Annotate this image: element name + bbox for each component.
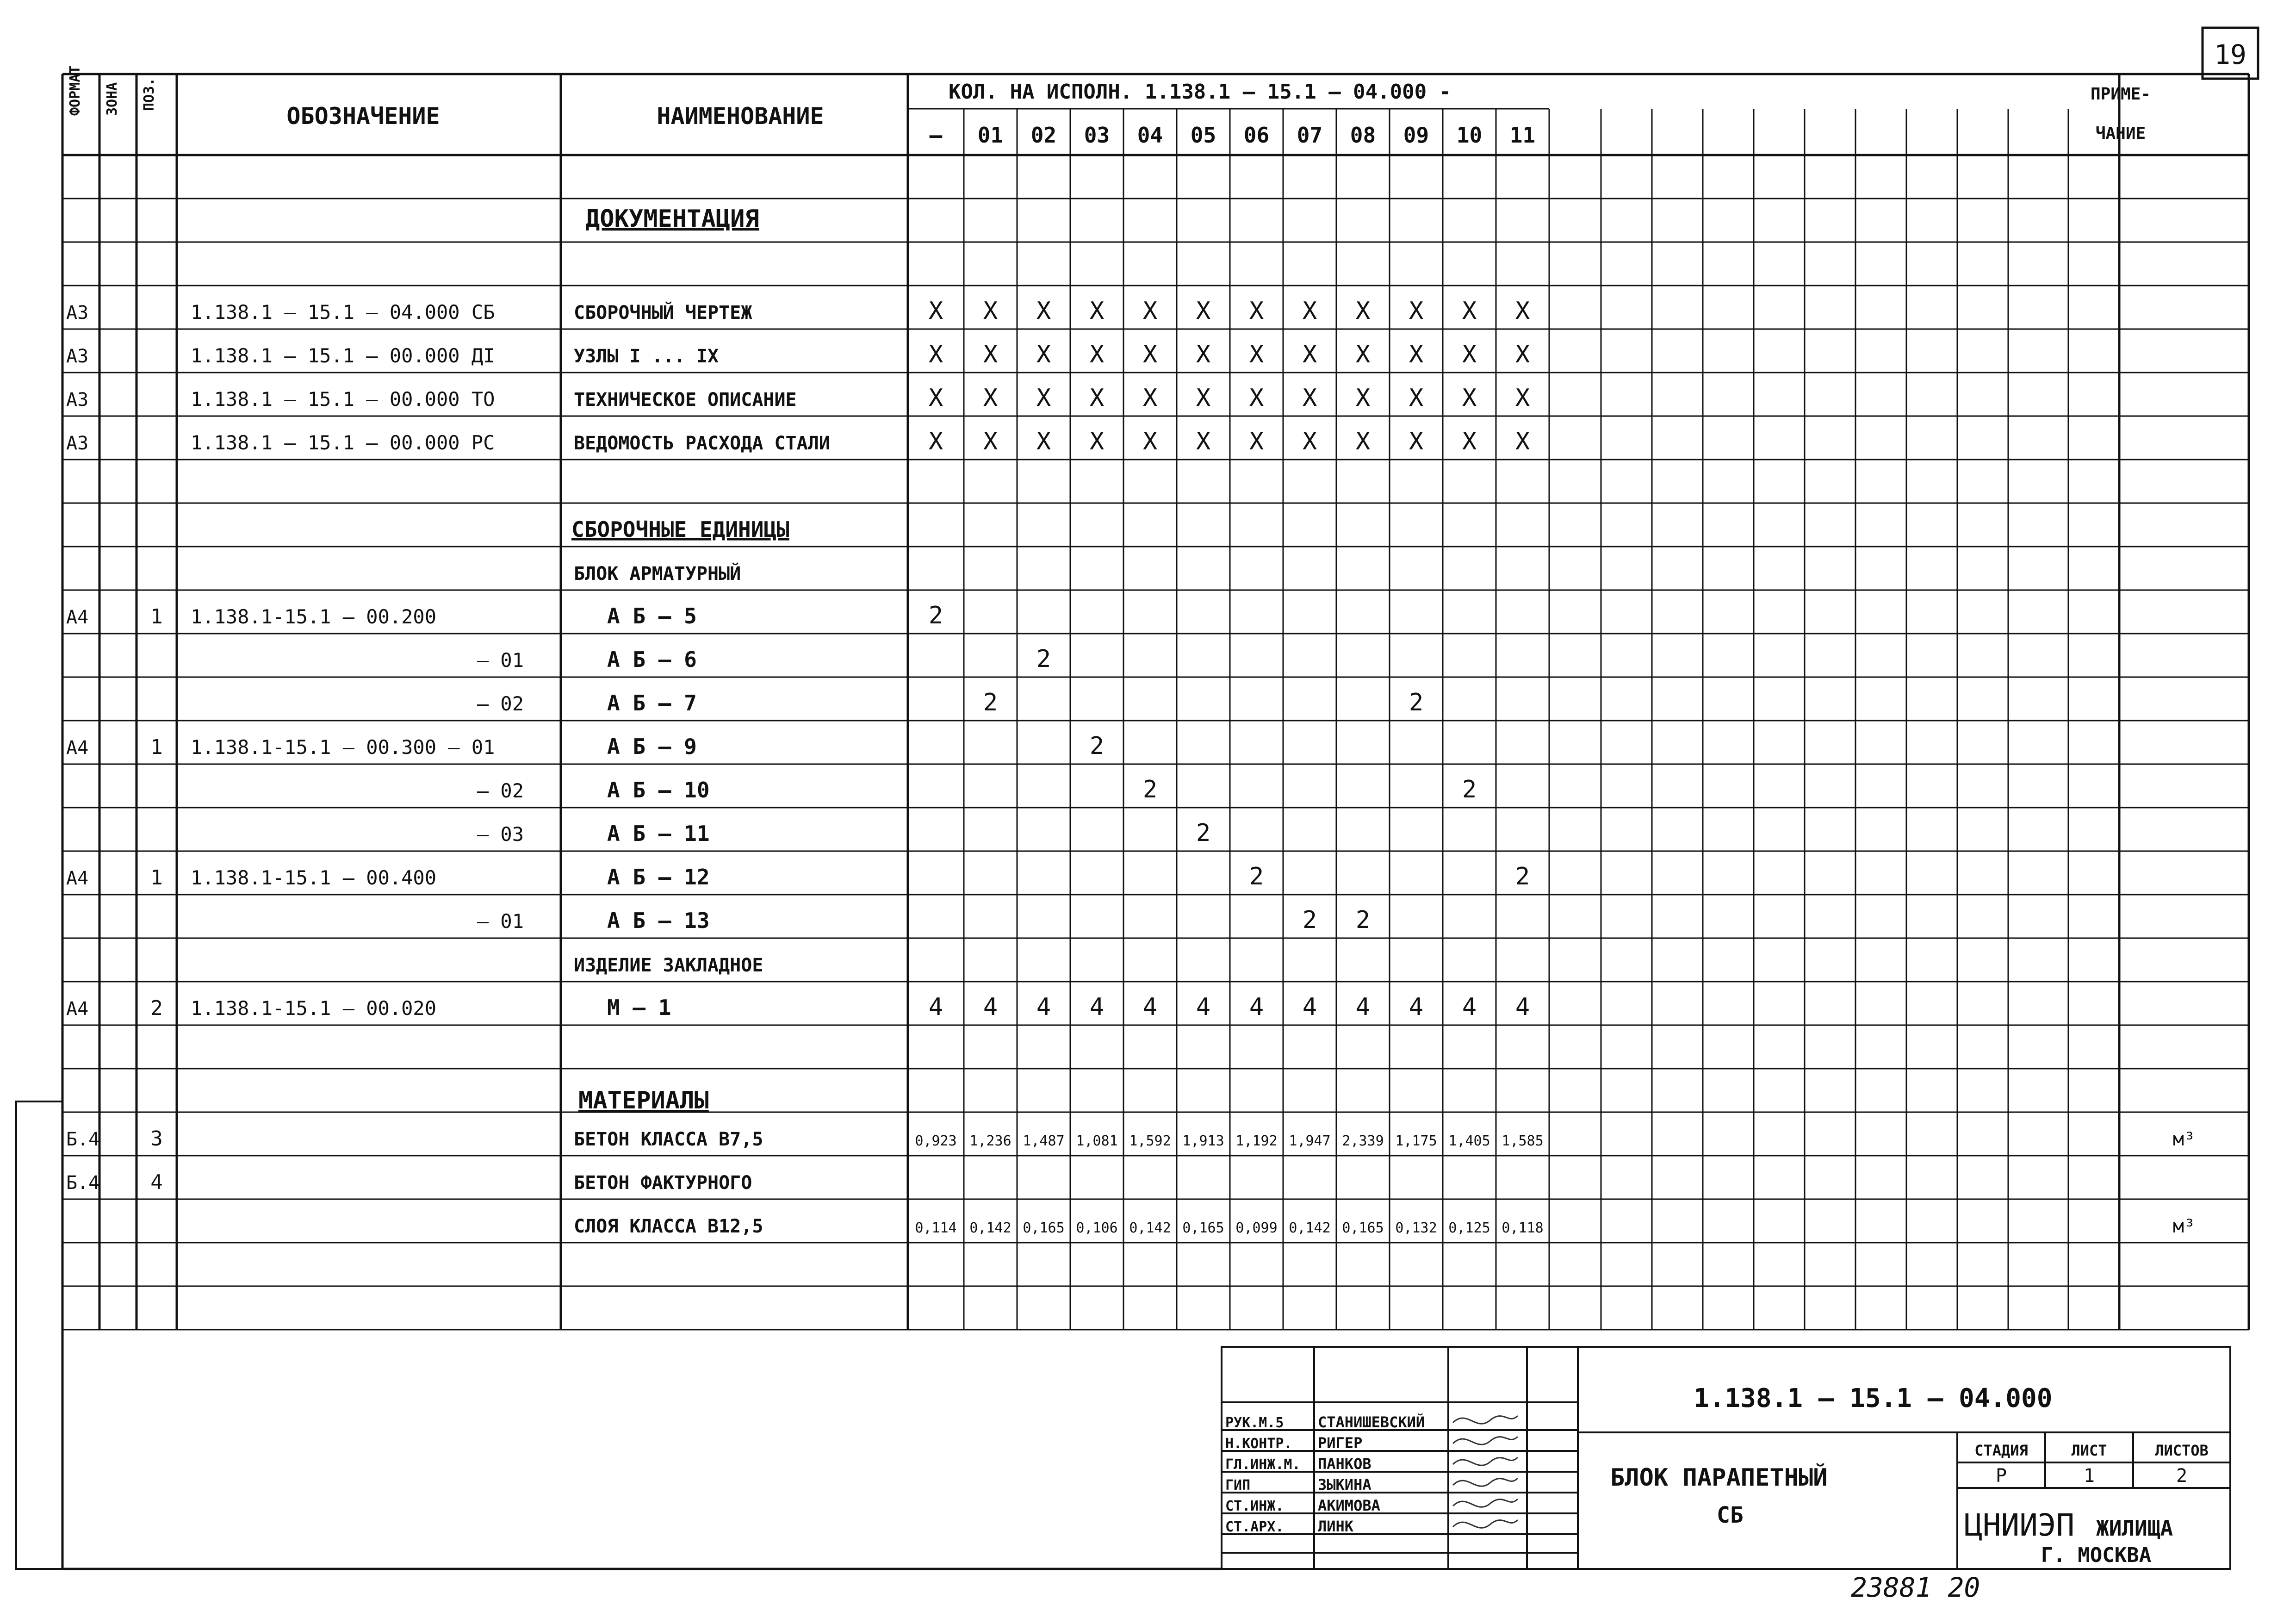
signature-scribble (1453, 1457, 1518, 1465)
row-name: СЛОЯ КЛАССА В12,5 (574, 1216, 763, 1237)
qty-cell: 4 (1249, 993, 1264, 1021)
row-name: А Б – 13 (607, 908, 710, 933)
row-note: м³ (2172, 1216, 2196, 1237)
header-note-line2: ЧАНИЕ (2095, 124, 2146, 143)
table-row (477, 689, 1423, 716)
org-name: ЦНИИЭП (1964, 1507, 2075, 1543)
table-row (477, 645, 1051, 673)
row-format: А4 (66, 737, 89, 759)
qty-cell: 0,118 (1502, 1220, 1544, 1236)
row-designation: – 02 (477, 692, 524, 715)
signature-scribble (1453, 1499, 1518, 1507)
qty-cell: X (1249, 341, 1264, 368)
qty-cell: X (1515, 428, 1530, 455)
stage-label: СТАДИЯ (1974, 1442, 2028, 1459)
qty-cell: 1,236 (969, 1133, 1011, 1149)
qty-cell: X (983, 384, 998, 412)
row-format: А3 (66, 389, 89, 411)
table-row (66, 863, 1530, 890)
signature-name: ПАНКОВ (1318, 1455, 1371, 1473)
qty-cell: 1,175 (1395, 1133, 1437, 1149)
qty-cell: X (1515, 341, 1530, 368)
title-block-code: 1.138.1 – 15.1 – 04.000 (1694, 1383, 2053, 1413)
qty-cell: X (1249, 428, 1264, 455)
signature-name: СТАНИШЕВСКИЙ (1318, 1413, 1425, 1431)
row-format: Б.4 (66, 1172, 100, 1194)
row-position: 2 (150, 996, 163, 1020)
variant-label: 10 (1456, 123, 1483, 148)
qty-cell: 2 (1302, 906, 1317, 934)
variant-labels (930, 123, 1536, 148)
sheet-label: ЛИСТ (2071, 1442, 2107, 1459)
header-name: НАИМЕНОВАНИЕ (657, 103, 824, 130)
table-row (477, 819, 1210, 847)
qty-cell: X (1142, 384, 1158, 412)
qty-cell: 4 (1196, 993, 1211, 1021)
variant-label: 05 (1190, 123, 1216, 148)
table-row (477, 906, 1370, 934)
stage-value: Р (1995, 1465, 2007, 1487)
qty-cell: 1,592 (1129, 1133, 1171, 1149)
row-designation: – 01 (477, 910, 524, 933)
qty-cell: 1,405 (1448, 1133, 1490, 1149)
row-position: 1 (150, 866, 163, 890)
qty-cell: 2 (1355, 906, 1371, 934)
qty-cell: X (1462, 384, 1477, 412)
signature-role: ГЛ.ИНЖ.М. (1225, 1456, 1301, 1473)
qty-cell: 2 (1409, 689, 1424, 716)
variant-label: 06 (1243, 123, 1270, 148)
variant-label: 01 (977, 123, 1004, 148)
row-name: А Б – 5 (607, 604, 697, 628)
row-name: БЕТОН КЛАССА В7,5 (574, 1129, 763, 1150)
qty-cell: X (1196, 384, 1211, 412)
section-assembly-units: СБОРОЧНЫЕ ЕДИНИЦЫ (571, 517, 789, 542)
qty-cell: X (1409, 384, 1424, 412)
signature-role: Н.КОНТР. (1225, 1436, 1292, 1452)
qty-cell: X (928, 384, 943, 412)
table-row (574, 955, 763, 976)
qty-cell: 0,923 (915, 1133, 957, 1149)
qty-cell: X (983, 297, 998, 325)
row-name: УЗЛЫ I ... IX (574, 346, 719, 367)
qty-cell: 0,165 (1342, 1220, 1384, 1236)
row-position: 1 (150, 605, 163, 628)
qty-cell: 2 (1142, 776, 1158, 803)
row-name: А Б – 11 (607, 821, 710, 846)
table-row (66, 297, 1530, 325)
qty-cell: 0,142 (1289, 1220, 1331, 1236)
table-row (66, 384, 1530, 412)
qty-cell: 4 (983, 993, 998, 1021)
variant-label: 09 (1403, 123, 1429, 148)
qty-cell: X (1515, 297, 1530, 325)
qty-cell: X (1089, 384, 1105, 412)
qty-cell: 0,099 (1235, 1220, 1278, 1236)
signature-role: ГИП (1225, 1477, 1251, 1493)
row-name: А Б – 6 (607, 647, 697, 672)
row-name: ВЕДОМОСТЬ РАСХОДА СТАЛИ (574, 433, 830, 454)
variant-label: 11 (1509, 123, 1536, 148)
qty-cell: 2 (1515, 863, 1530, 890)
row-designation: 1.138.1-15.1 – 00.400 (191, 866, 437, 889)
row-designation: – 03 (477, 823, 524, 846)
title-block-title: БЛОК ПАРАПЕТНЫЙ (1610, 1464, 1828, 1492)
signature-name: ЛИНК (1318, 1518, 1354, 1535)
qty-cell: X (1142, 428, 1158, 455)
qty-cell: X (1462, 297, 1477, 325)
header-note-line1: ПРИМЕ- (2090, 85, 2151, 104)
row-name: А Б – 7 (607, 691, 697, 716)
qty-cell: 1,585 (1502, 1133, 1544, 1149)
row-designation: 1.138.1 – 15.1 – 00.000 РС (191, 431, 495, 454)
qty-cell: X (1089, 428, 1105, 455)
table-row (66, 1127, 2195, 1151)
qty-cell: X (1302, 428, 1317, 455)
row-position: 3 (150, 1127, 163, 1151)
signature-role: СТ.ИНЖ. (1225, 1498, 1284, 1514)
signature-role: СТ.АРХ. (1225, 1519, 1284, 1535)
qty-cell: X (1409, 428, 1424, 455)
qty-cell: X (1302, 341, 1317, 368)
qty-cell: X (1409, 341, 1424, 368)
row-name: А Б – 12 (607, 865, 710, 890)
qty-cell: X (1249, 384, 1264, 412)
title-block-subtitle: СБ (1717, 1502, 1744, 1528)
qty-cell: X (1142, 341, 1158, 368)
row-designation: 1.138.1-15.1 – 00.020 (191, 997, 437, 1020)
variant-label: 03 (1084, 123, 1110, 148)
variant-label: 04 (1137, 123, 1163, 148)
qty-cell: 4 (1355, 993, 1371, 1021)
qty-cell: X (1462, 428, 1477, 455)
table-row (66, 1170, 752, 1194)
footer-number: 23881 20 (1851, 1572, 1980, 1603)
signature-name: РИГЕР (1318, 1434, 1363, 1452)
qty-cell: 1,947 (1289, 1133, 1331, 1149)
qty-cell: X (1462, 341, 1477, 368)
qty-cell: 4 (1462, 993, 1477, 1021)
org-city: Г. МОСКВА (2041, 1543, 2152, 1567)
qty-cell: 4 (928, 993, 943, 1021)
qty-cell: 1,192 (1235, 1133, 1278, 1149)
signature-scribble (1453, 1437, 1518, 1444)
title-block-signatures (1225, 1413, 1518, 1535)
qty-cell: 0,142 (1129, 1220, 1171, 1236)
qty-cell: X (1036, 384, 1051, 412)
section-materials: МАТЕРИАЛЫ (578, 1087, 709, 1114)
table-row (66, 732, 1104, 760)
row-position: 4 (150, 1170, 163, 1194)
qty-cell: 4 (1036, 993, 1051, 1021)
signature-scribble (1453, 1416, 1518, 1424)
table-row (477, 776, 1477, 803)
table-row (66, 993, 1530, 1021)
qty-cell: 0,142 (969, 1220, 1011, 1236)
variant-label: 08 (1350, 123, 1376, 148)
row-position: 1 (150, 735, 163, 759)
row-name: ИЗДЕЛИЕ ЗАКЛАДНОЕ (574, 955, 763, 976)
row-format: А4 (66, 607, 89, 628)
qty-cell: 2 (1462, 776, 1477, 803)
row-name: БЕТОН ФАКТУРНОГО (574, 1172, 752, 1194)
qty-cell: 2 (1196, 819, 1211, 847)
row-format: А4 (66, 868, 89, 889)
table-row (66, 602, 943, 629)
qty-cell: 1,487 (1023, 1133, 1065, 1149)
signature-name: ЗЫКИНА (1318, 1476, 1371, 1493)
header-format: ФОРМАТ (67, 65, 83, 116)
qty-cell: 2 (928, 602, 943, 629)
row-name: ТЕХНИЧЕСКОЕ ОПИСАНИЕ (574, 389, 797, 411)
qty-cell: X (1355, 297, 1371, 325)
qty-cell: X (1249, 297, 1264, 325)
qty-cell: X (983, 428, 998, 455)
qty-cell: X (1196, 297, 1211, 325)
sheets-label: ЛИСТОВ (2155, 1442, 2209, 1459)
variant-label: — (929, 123, 943, 148)
table-row (574, 1216, 2195, 1237)
qty-cell: X (1515, 384, 1530, 412)
qty-cell: 0,165 (1023, 1220, 1065, 1236)
row-name: А Б – 9 (607, 734, 697, 759)
row-format: Б.4 (66, 1129, 100, 1150)
qty-cell: 1,913 (1182, 1133, 1224, 1149)
qty-cell: X (928, 297, 943, 325)
row-designation: – 01 (477, 649, 524, 672)
qty-cell: 2 (1089, 732, 1105, 760)
row-name: БЛОК АРМАТУРНЫЙ (574, 563, 741, 585)
qty-cell: X (1355, 341, 1371, 368)
qty-cell: X (1036, 428, 1051, 455)
qty-cell: 0,132 (1395, 1220, 1437, 1236)
qty-cell: X (928, 428, 943, 455)
qty-cell: 4 (1089, 993, 1105, 1021)
qty-cell: 2 (983, 689, 998, 716)
qty-cell: 4 (1409, 993, 1424, 1021)
header-position: ПОЗ. (141, 77, 157, 111)
row-format: А3 (66, 302, 89, 324)
qty-cell: X (1089, 341, 1105, 368)
variant-label: 02 (1030, 123, 1057, 148)
sheets-value: 2 (2176, 1465, 2188, 1487)
qty-cell: 4 (1142, 993, 1158, 1021)
qty-cell: X (1196, 341, 1211, 368)
signature-scribble (1453, 1520, 1518, 1528)
row-note: м³ (2172, 1129, 2196, 1150)
sheet-value: 1 (2083, 1465, 2095, 1487)
qty-cell: 0,114 (915, 1220, 957, 1236)
row-name: СБОРОЧНЫЙ ЧЕРТЕЖ (574, 302, 752, 324)
qty-cell: X (1355, 384, 1371, 412)
row-designation: 1.138.1 – 15.1 – 00.000 ТО (191, 388, 495, 411)
qty-cell: X (1142, 297, 1158, 325)
row-name: А Б – 10 (607, 778, 710, 803)
variant-label: 07 (1297, 123, 1323, 148)
row-format: А3 (66, 433, 89, 454)
row-format: А4 (66, 998, 89, 1020)
qty-cell: X (1196, 428, 1211, 455)
qty-cell: 2 (1036, 645, 1051, 673)
header-zone: ЗОНА (104, 82, 120, 116)
signature-role: РУК.М.5 (1225, 1415, 1284, 1431)
qty-cell: 2 (1249, 863, 1264, 890)
row-designation: 1.138.1 – 15.1 – 00.000 ДI (191, 344, 495, 367)
qty-cell: X (1409, 297, 1424, 325)
qty-cell: X (983, 341, 998, 368)
row-designation: 1.138.1 – 15.1 – 04.000 СБ (191, 301, 495, 324)
section-documentation: ДОКУМЕНТАЦИЯ (585, 205, 759, 233)
row-name: М – 1 (607, 995, 671, 1020)
table-row (66, 428, 1530, 455)
row-designation: 1.138.1-15.1 – 00.200 (191, 605, 437, 628)
table-row (574, 562, 741, 585)
qty-cell: X (1036, 297, 1051, 325)
qty-cell: X (1036, 341, 1051, 368)
qty-cell: X (1302, 297, 1317, 325)
row-designation: 1.138.1-15.1 – 00.300 – 01 (191, 736, 495, 759)
header-qty-title: КОЛ. НА ИСПОЛН. 1.138.1 – 15.1 – 04.000 - (949, 80, 1452, 104)
qty-cell: X (928, 341, 943, 368)
sheet-number: 19 (2214, 39, 2246, 70)
qty-cell: X (1302, 384, 1317, 412)
qty-cell: 0,125 (1448, 1220, 1490, 1236)
qty-cell: X (1089, 297, 1105, 325)
qty-cell: X (1355, 428, 1371, 455)
header-designation: ОБОЗНАЧЕНИЕ (286, 103, 440, 130)
table-row (66, 341, 1530, 368)
binding-strip (16, 1101, 62, 1569)
table-grid (16, 74, 2249, 1569)
signature-scribble (1453, 1478, 1518, 1486)
row-format: А3 (66, 346, 89, 367)
qty-cell: 1,081 (1076, 1133, 1118, 1149)
qty-cell: 0,106 (1076, 1220, 1118, 1236)
row-designation: – 02 (477, 779, 524, 802)
qty-cell: 4 (1302, 993, 1317, 1021)
specification-rows (66, 297, 2195, 1237)
qty-cell: 2,339 (1342, 1133, 1384, 1149)
qty-cell: 4 (1515, 993, 1530, 1021)
qty-cell: 0,165 (1182, 1220, 1224, 1236)
org-subname: ЖИЛИЩА (2096, 1516, 2173, 1541)
signature-name: АКИМОВА (1318, 1497, 1380, 1514)
